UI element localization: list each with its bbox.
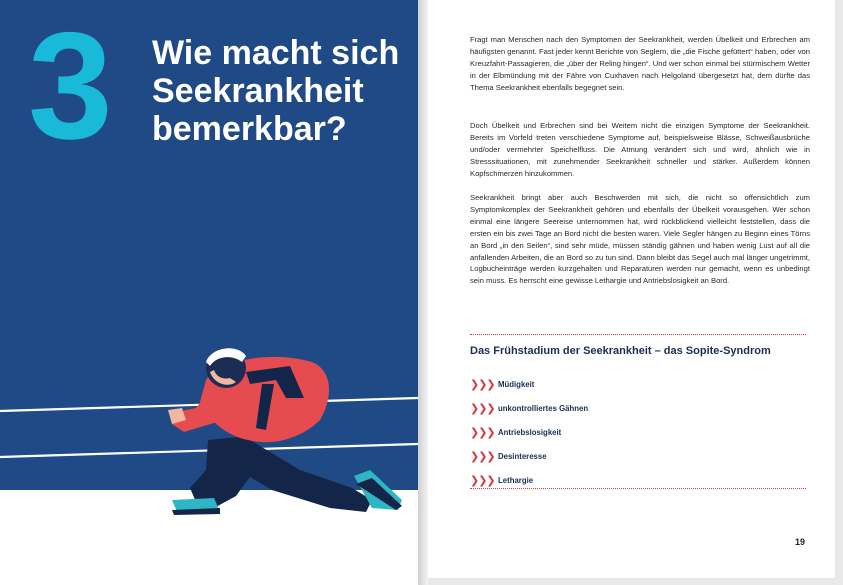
list-item	[470, 372, 588, 396]
symptom-label: Antriebslosigkeit	[498, 427, 562, 437]
paragraph-2: Doch Übelkeit und Erbrechen sind bei Weitem nicht die einzigen Symptome der Seekrankheit. Bereits im Vorfeld treten verschiedene Symptome auf, beispielsweise Blässe, Schweißausbrüche und/oder vermehrter Speichelfluss. Die Atmung verändert sich und wird, ähnlich wie in Stresssituationen, mit zunehmender Seekrankheit schneller und stärker. Außerdem können Kopfschmerzen hinzukommen.	[470, 121, 810, 178]
page-number: 19	[794, 537, 805, 547]
box-bottom-divider	[470, 488, 806, 489]
box-top-divider	[470, 334, 806, 335]
symptom-list	[470, 372, 588, 492]
symptom-label: Lethargie	[498, 475, 534, 485]
seasick-sailor-illustration	[0, 0, 418, 585]
chevron-bullet-icon: ❯❯❯	[470, 473, 495, 487]
right-page	[428, 0, 835, 578]
sopite-box-title: Das Frühstadium der Seekrankheit – das Sopite-Syndrom	[470, 345, 771, 357]
chevron-bullet-icon: ❯❯❯	[470, 425, 495, 439]
list-item	[470, 396, 588, 420]
book-gutter	[418, 0, 428, 585]
list-item	[470, 420, 588, 444]
left-page	[0, 0, 418, 585]
symptom-label: Müdigkeit	[498, 379, 535, 389]
chapter-number: 3	[28, 1, 111, 171]
list-item	[470, 444, 588, 468]
paragraph-1: Fragt man Menschen nach den Symptomen der Seekrankheit, werden Übelkeit und Erbrechen am häufigsten genannt. Fast jeder kennt Berichte von Seglern, die „die Fische gefüttert“ haben, oder von Kreuzfahrt-Passagieren, die „über der Reling hingen“. Und wer schon einmal bei stürmischem Wetter in der Elbmündung mit der Fähre von Cuxhaven nach Helgoland übergesetzt hat, dem dürfte das Thema Seekrankheit ebenfalls begegnet sein.	[470, 35, 810, 92]
chevron-bullet-icon: ❯❯❯	[470, 449, 495, 463]
symptom-label: unkontrolliertes Gähnen	[498, 403, 589, 413]
chevron-bullet-icon: ❯❯❯	[470, 401, 495, 415]
chevron-bullet-icon: ❯❯❯	[470, 377, 495, 391]
chapter-title: Wie macht sich Seekrankheit bemerkbar?	[152, 34, 400, 148]
paragraph-3: Seekrankheit bringt aber auch Beschwerden mit sich, die nicht so offensichtlich zum Symptomkomplex der Seekrankheit gehören und ebenfalls der Übelkeit vorausgehen. Wer schon einmal eine längere Seereise unternommen hat, wird rückblickend vielleicht feststellen, dass die ersten ein bis zwei Tage an Bord nicht die besten waren. Viele Segler hängen zu Beginn eines Törns an Bord „in den Seilen“, sind sehr müde, müssen ständig gähnen und haben wenig Lust auf all die anfallenden Arbeiten, die an Bord so zu tun sind. Dann bleibt das Segel auch mal länger ungetrimmt, Logbucheinträge werden kurzgehalten und Reparaturen werden nur gemacht, wenn es unbedingt sein muss. Es herrscht eine gewisse Lethargie und Antriebslosigkeit an Bord.	[470, 193, 810, 286]
symptom-label: Desinteresse	[498, 451, 547, 461]
